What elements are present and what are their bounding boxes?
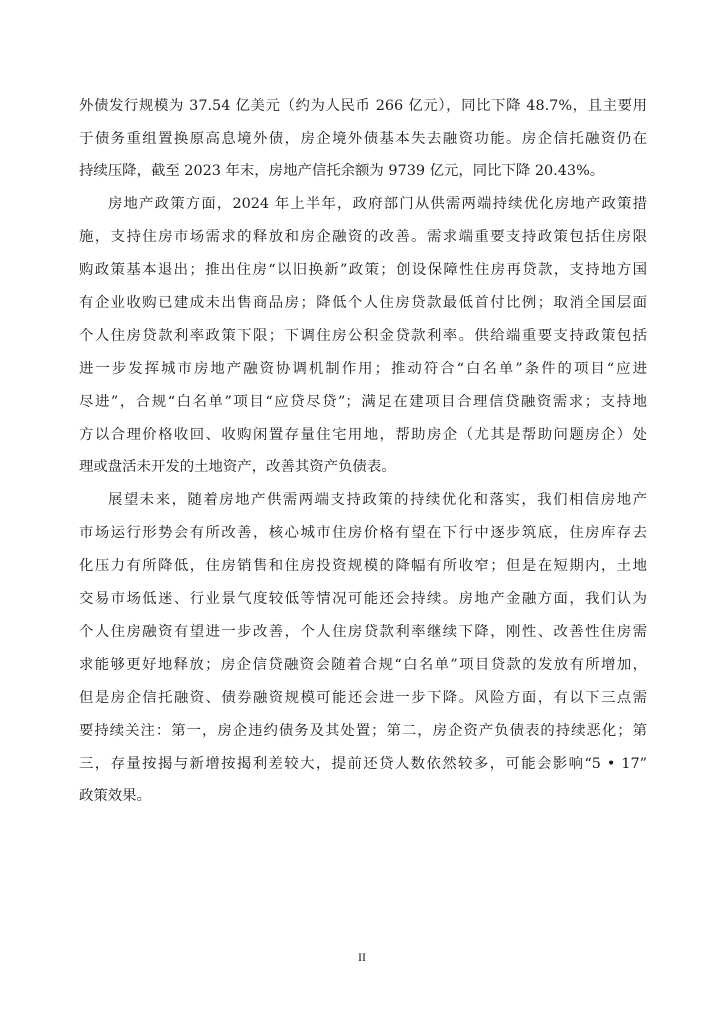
paragraph-3-line-2: 市场运行形势会有所改善，核心城市住房价格有望在下行中逐步筑底，住房库存去: [79, 525, 647, 541]
paragraph-3-line-5: 个人住房融资有望进一步改善，个人住房贷款利率继续下降，刚性、改善性住房需: [79, 624, 647, 640]
paragraph-1-line-3: 持续压降，截至 2023 年末，房地产信托余额为 9739 亿元，同比下降 20.43%。: [79, 163, 605, 179]
paragraph-2-line-6: 进一步发挥城市房地产融资协调机制作用；推动符合“白名单”条件的项目“应进: [79, 361, 647, 377]
paragraph-3-line-8: 要持续关注：第一，房企违约债务及其处置；第二，房企资产负债表的持续恶化；第: [79, 723, 647, 739]
paragraph-2-line-5: 个人住房贷款利率政策下限；下调住房公积金贷款利率。供给端重要支持政策包括: [79, 328, 647, 344]
paragraph-3-line-6: 求能够更好地释放；房企信贷融资会随着合规“白名单”项目贷款的发放有所增加，: [79, 657, 647, 673]
paragraph-2-line-9: 理或盘活未开发的土地资产，改善其资产负债表。: [79, 459, 396, 475]
paragraph-2-line-8: 方以合理价格收回、收购闲置存量住宅用地，帮助房企（尤其是帮助问题房企）处: [79, 427, 647, 443]
paragraph-3-line-3: 化压力有所降低，住房销售和住房投资规模的降幅有所收窄；但是在短期内，土地: [79, 558, 647, 574]
paragraph-2-line-3: 购政策基本退出；推出住房“以旧换新”政策；创设保障性住房再贷款，支持地方国: [79, 262, 647, 278]
paragraph-3-line-10: 政策效果。: [79, 788, 151, 804]
paragraph-2-line-2: 施，支持住房市场需求的释放和房企融资的改善。需求端重要支持政策包括住房限: [79, 229, 647, 245]
paragraph-3-line-7: 但是房企信托融资、债券融资规模可能还会进一步下降。风险方面，有以下三点需: [79, 690, 647, 706]
paragraph-2-line-1: 房地产政策方面，2024 年上半年，政府部门从供需两端持续优化房地产政策措: [108, 196, 647, 212]
paragraph-3-line-9: 三，存量按揭与新增按揭利差较大，提前还贷人数依然较多，可能会影响“5 • 17”: [79, 756, 647, 772]
paragraph-1-line-1: 外债发行规模为 37.54 亿美元（约为人民币 266 亿元），同比下降 48.7%，且主要用: [79, 98, 647, 114]
paragraph-2-line-4: 有企业收购已建成未出售商品房；降低个人住房贷款最低首付比例；取消全国层面: [79, 295, 647, 311]
paragraph-3-line-1: 展望未来，随着房地产供需两端支持政策的持续优化和落实，我们相信房地产: [108, 492, 647, 508]
paragraph-1-line-2: 于债务重组置换原高息境外债，房企境外债基本失去融资功能。房企信托融资仍在: [79, 131, 647, 147]
paragraph-2-line-7: 尽进”，合规“白名单”项目“应贷尽贷”；满足在建项目合理信贷融资需求；支持地: [79, 394, 647, 410]
page-number: II: [358, 950, 366, 964]
paragraph-3-line-4: 交易市场低迷、行业景气度较低等情况可能还会持续。房地产金融方面，我们认为: [79, 591, 647, 607]
